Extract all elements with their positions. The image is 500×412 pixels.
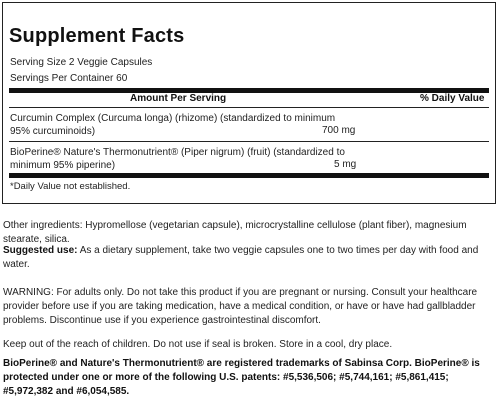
trademark-line3: #5,972,382 and #6,054,585. [3, 386, 130, 397]
ingredient-divider [9, 141, 489, 142]
suggested-use-label: Suggested use: [3, 245, 78, 256]
trademark-line2: protected under one or more of the following U.S. patents: #5,536,506; #5,744,161; #5,861,415; [3, 372, 449, 383]
header-divider [9, 107, 489, 108]
thick-divider-top [9, 88, 489, 93]
daily-value-footnote: *Daily Value not established. [10, 181, 131, 192]
warning-line3: problems. Discontinue use if you experience gastrointestinal discomfort. [3, 315, 321, 326]
amount-per-serving-header: Amount Per Serving [130, 93, 227, 104]
daily-value-header: % Daily Value [420, 93, 485, 104]
other-ingredients-line2: stearate, silica. [3, 234, 70, 245]
ingredient-bioperine-amount: 5 mg [334, 159, 357, 170]
ingredient-curcumin-line2: 95% curcuminoids) [10, 126, 96, 137]
other-ingredients [3, 219, 497, 247]
serving-size: Serving Size 2 Veggie Capsules [10, 57, 153, 68]
warning-line2: provider before use if you are taking medication, have a medical condition, or have or have had gallbladder [3, 301, 476, 312]
trademark-line1: BioPerine® and Nature's Thermonutrient® are registered trademarks of Sabinsa Corp. BioPerine® is [3, 358, 480, 369]
trademark-notice [3, 357, 497, 399]
suggested-use [3, 244, 497, 272]
warning-line1: WARNING: For adults only. Do not take this product if you are pregnant or nursing. Consult your healthcare [3, 287, 478, 298]
storage-instructions [3, 338, 497, 352]
ingredient-curcumin-line1: Curcumin Complex (Curcuma longa) (rhizome) (standardized to minimum [10, 113, 336, 124]
ingredient-bioperine-line2: minimum 95% piperine) [10, 160, 116, 171]
warning [3, 286, 497, 328]
thick-divider-bottom [9, 173, 489, 178]
suggested-use-line1: As a dietary supplement, take two veggie capsules one to two times per day with food and [77, 245, 479, 256]
storage-line: Keep out of the reach of children. Do not use if seal is broken. Store in a cool, dry place. [3, 339, 393, 350]
supplement-facts-title: Supplement Facts [9, 25, 185, 47]
ingredient-curcumin-amount: 700 mg [322, 125, 356, 136]
servings-per-container: Servings Per Container 60 [10, 73, 128, 84]
other-ingredients-line1: Other ingredients: Hypromellose (vegetarian capsule), microcrystalline cellulose (plant fiber), magnesium [3, 220, 467, 231]
ingredient-bioperine-line1: BioPerine® Nature's Thermonutrient® (Piper nigrum) (fruit) (standardized to [10, 147, 345, 158]
suggested-use-line2: water. [3, 259, 30, 270]
